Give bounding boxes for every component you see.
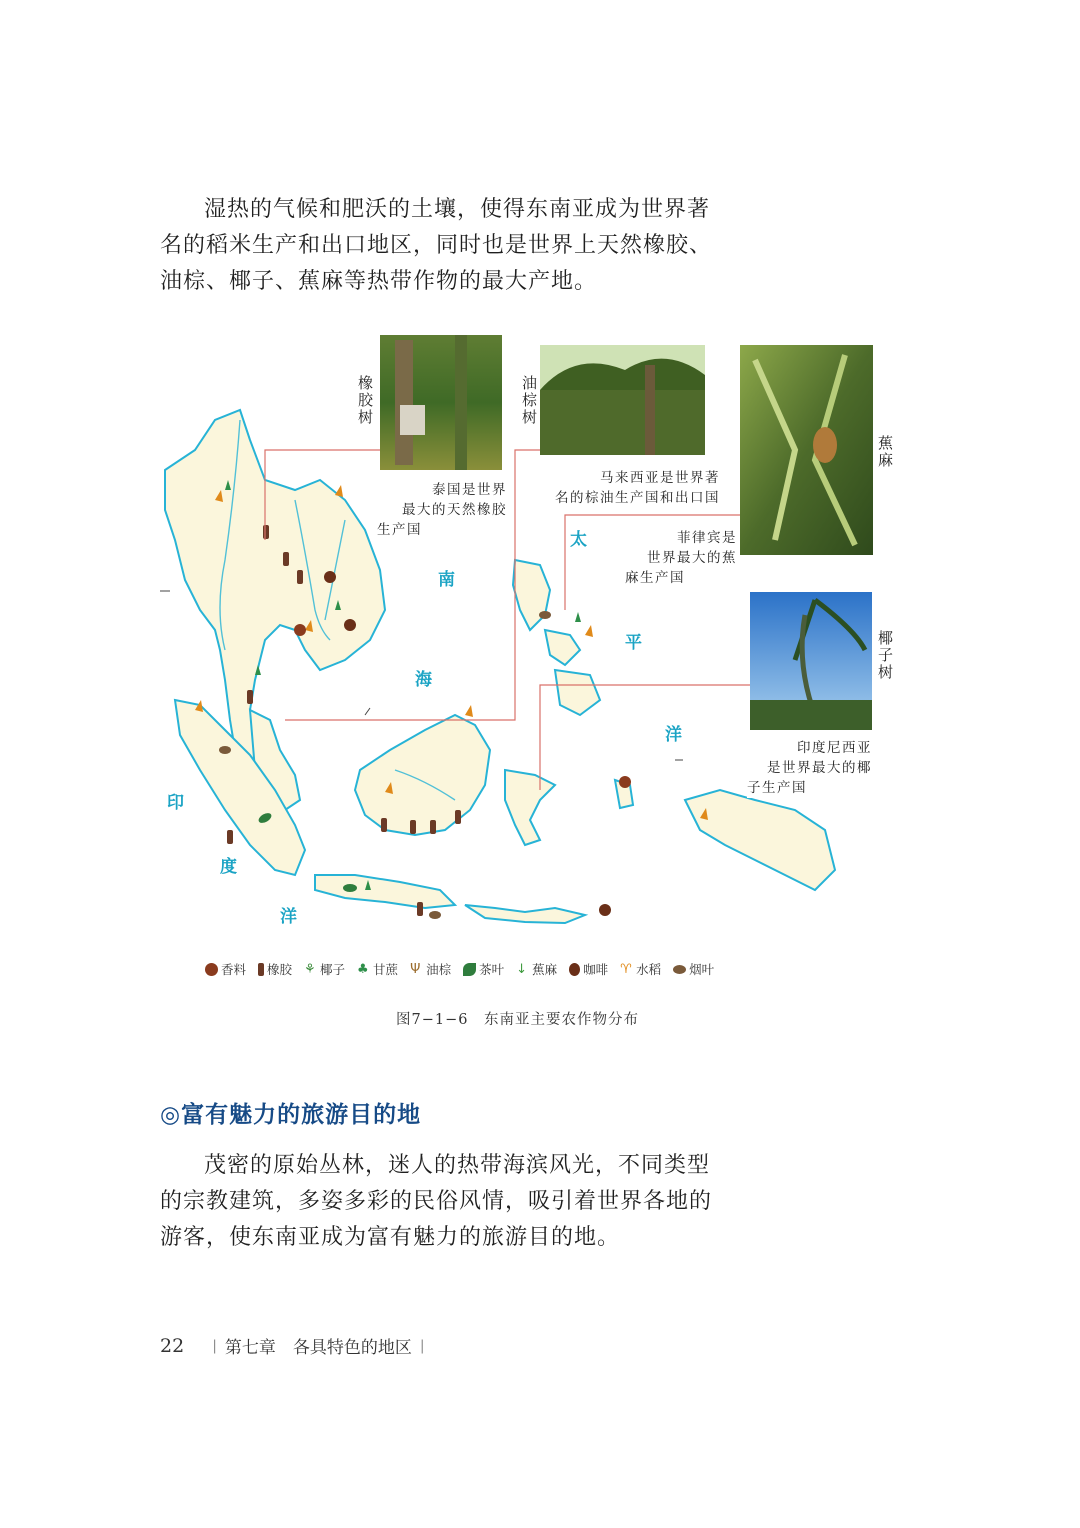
legend-item-coffee: 咖啡 — [569, 960, 608, 978]
rubber-tree-label: 橡胶树 — [356, 375, 374, 426]
tourism-paragraph — [160, 1148, 713, 1256]
legend-item-spice: 香料 — [205, 960, 246, 978]
rubber-icon — [258, 963, 264, 976]
legend-item-tobacco: 烟叶 — [673, 960, 714, 978]
legend-item-abaca: ↓ 蕉麻 — [516, 961, 558, 977]
legend-item-coconut: ⚘ 椰子 — [304, 961, 346, 977]
paragraph-line: 湿热的气候和肥沃的土壤，使得东南亚成为世界著 — [204, 197, 711, 222]
paragraph-line: 茂密的原始丛林，迷人的热带海滨风光，不同类型 — [204, 1153, 711, 1178]
indian-ocean-label-3: 洋 — [280, 907, 297, 927]
page-footer — [160, 1333, 433, 1358]
chapter-title: 第七章 各具特色的地区 — [224, 1338, 412, 1358]
rubber-caption: 泰国是世界 最大的天然橡胶 生产国 — [377, 482, 507, 538]
visayas-land — [545, 630, 580, 665]
coconut-icon: ⚘ — [304, 961, 316, 977]
south-china-sea-label-2: 海 — [415, 670, 432, 690]
oilpalm-photo — [540, 345, 705, 455]
footer-separator: | — [212, 1337, 217, 1354]
paragraph-line: 名的稻米生产和出口地区，同时也是世界上天然橡胶、 — [160, 233, 713, 258]
new-guinea-land — [685, 790, 835, 890]
indian-ocean-label-2: 度 — [220, 857, 237, 877]
legend-item-rubber: 橡胶 — [258, 960, 292, 978]
oilpalm-caption: 马来西亚是世界著 名的棕油生产国和出口国 — [555, 470, 720, 506]
spice-icon — [205, 963, 218, 976]
paragraph-line: 的宗教建筑，多姿多彩的民俗风情，吸引着世界各地的 — [160, 1189, 713, 1214]
sulawesi-land — [505, 770, 555, 845]
indian-ocean-label-1: 印 — [167, 793, 184, 813]
lesser-sunda-land — [465, 905, 585, 923]
map-graphic — [155, 330, 880, 950]
coconut-caption: 印度尼西亚 是世界最大的椰 子生产国 — [747, 740, 872, 796]
mindanao-land — [555, 670, 600, 715]
coffee-icon — [569, 963, 580, 976]
footer-separator: | — [419, 1337, 425, 1354]
legend-item-oilpalm: Ψ 油棕 — [410, 961, 452, 977]
coconut-tree-label: 椰子树 — [876, 630, 894, 681]
pacific-label-2: 平 — [625, 633, 642, 653]
crop-distribution-map — [155, 330, 894, 950]
abaca-label: 蕉麻 — [876, 435, 894, 469]
pacific-label-3: 洋 — [665, 725, 682, 745]
borneo-land — [355, 715, 490, 835]
coconut-photo — [750, 592, 872, 730]
abaca-photo — [740, 345, 873, 555]
legend-item-sugarcane: ♣ 甘蔗 — [357, 961, 399, 977]
south-china-sea-label-1: 南 — [438, 570, 455, 590]
legend-item-tea: 茶叶 — [463, 960, 504, 978]
tobacco-icon — [673, 965, 686, 974]
pacific-label-1: 太 — [570, 530, 587, 550]
section-heading: ◎富有魅力的旅游目的地 — [160, 1102, 422, 1128]
rubber-photo — [380, 335, 502, 470]
luzon-land — [513, 560, 550, 630]
map-legend — [205, 958, 805, 980]
paragraph-line: 油棕、椰子、蕉麻等热带作物的最大产地。 — [160, 269, 598, 294]
sugarcane-icon: ♣ — [357, 961, 369, 977]
legend-item-rice: ♈ 水稻 — [620, 961, 662, 977]
rice-icon: ♈ — [620, 961, 632, 977]
intro-paragraph — [160, 192, 713, 300]
paragraph-line: 游客，使东南亚成为富有魅力的旅游目的地。 — [160, 1225, 621, 1250]
page-number: 22 — [160, 1334, 185, 1357]
abaca-caption: 菲律宾是 世界最大的蕉 麻生产国 — [625, 530, 737, 586]
tea-icon — [463, 963, 476, 976]
oilpalm-tree-label: 油棕树 — [520, 375, 538, 426]
oilpalm-icon: Ψ — [410, 961, 421, 977]
java-land — [315, 875, 455, 908]
figure-caption: 图7−1−6 东南亚主要农作物分布 — [396, 1012, 639, 1028]
abaca-icon: ↓ — [516, 961, 527, 977]
